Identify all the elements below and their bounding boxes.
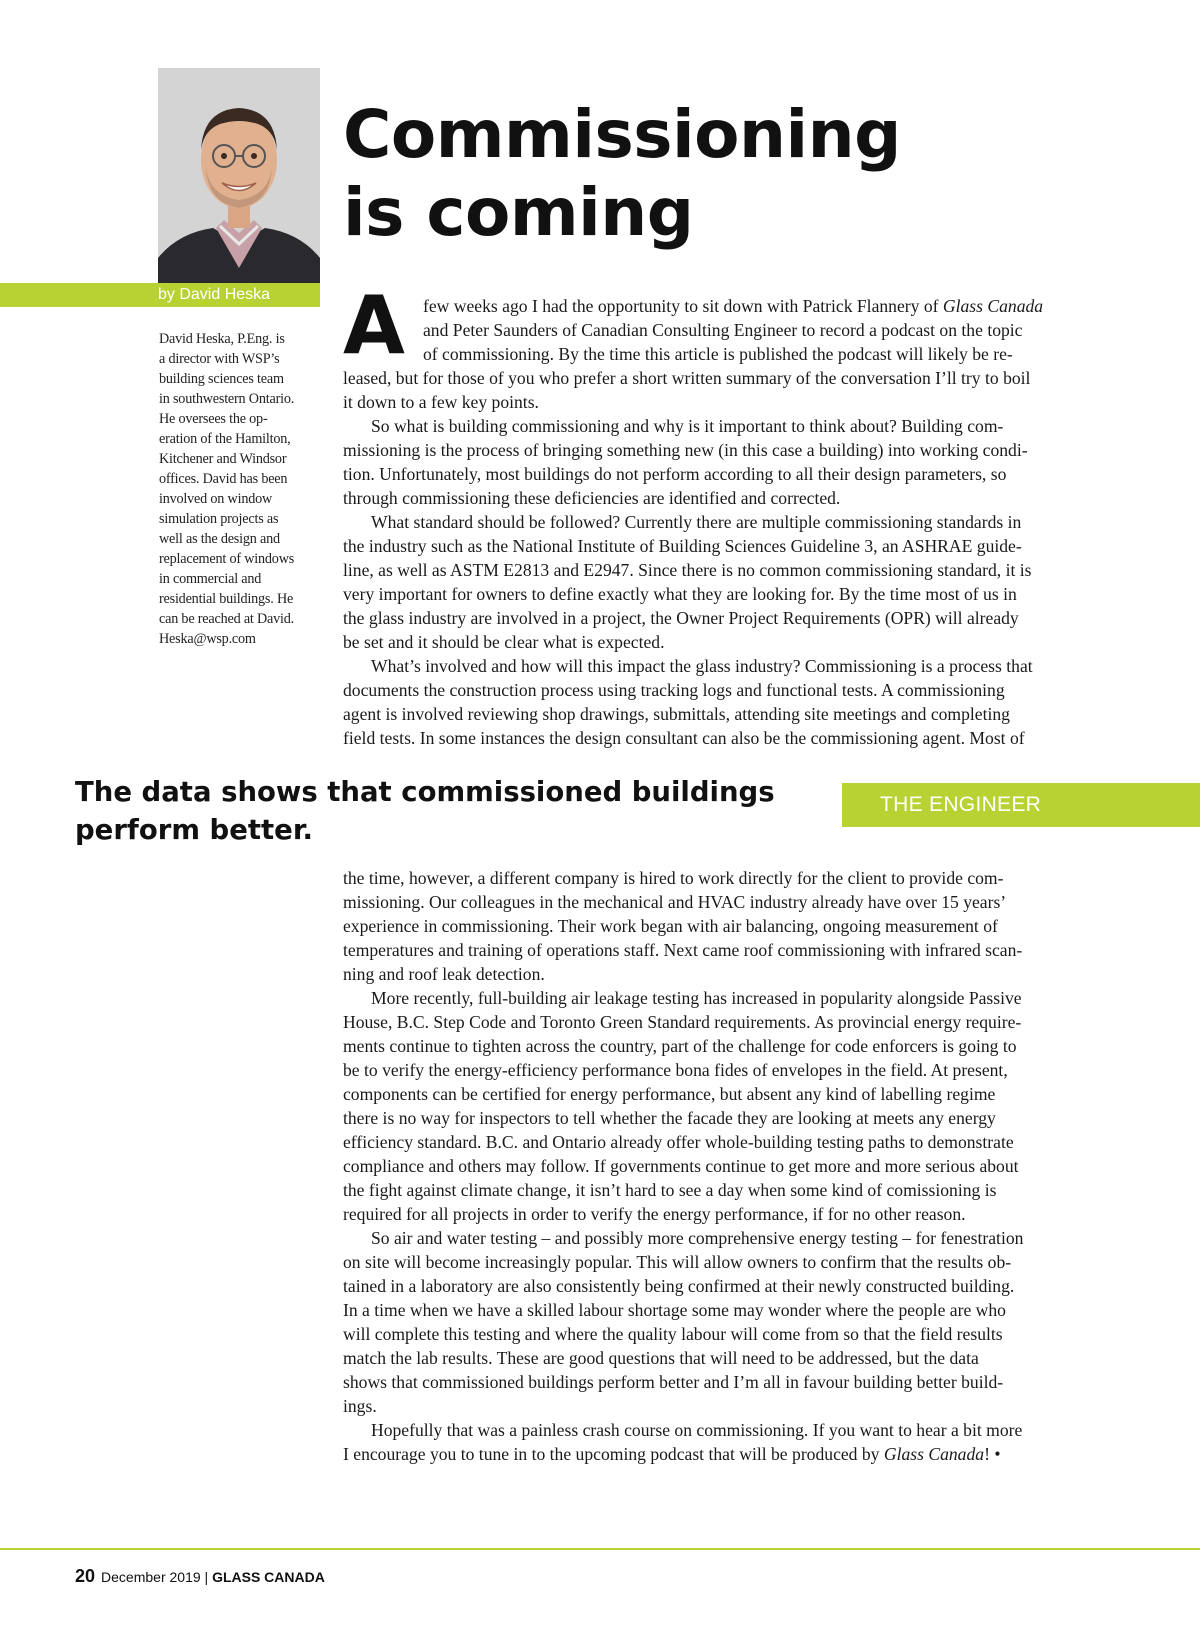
body-line: House, B.C. Step Code and Toronto Green Standard requirements. As provincial energy require- bbox=[343, 1012, 1022, 1032]
body-line: the time, however, a different company is hired to work directly for the client to provide com- bbox=[343, 868, 1004, 888]
body-line: field tests. In some instances the design consultant can also be the commissioning agent. Most of bbox=[343, 728, 1025, 748]
body-line: tion. Unfortunately, most buildings do not perform according to all their design parameters, so bbox=[343, 464, 1007, 484]
body-line: ments continue to tighten across the country, part of the challenge for code enforcers is going to bbox=[343, 1036, 1017, 1056]
body-line: In a time when we have a skilled labour shortage some may wonder where the people are who bbox=[343, 1300, 1006, 1320]
body-line: So air and water testing – and possibly more comprehensive energy testing – for fenestration bbox=[371, 1228, 1024, 1248]
bio-line: David Heska, P.Eng. is bbox=[159, 331, 285, 347]
body-text: I encourage you to tune in to the upcoming podcast that will be produced by bbox=[343, 1444, 884, 1464]
article-title bbox=[343, 96, 901, 252]
body-column-1 bbox=[343, 294, 1123, 750]
title-line-2: is coming bbox=[343, 174, 694, 251]
bio-line: building sciences team bbox=[159, 371, 284, 387]
body-line: leased, but for those of you who prefer a short written summary of the conversation I’ll try to boil bbox=[343, 368, 1031, 388]
body-line: line, as well as ASTM E2813 and E2947. Since there is no common commissioning standard, it is bbox=[343, 560, 1032, 580]
bio-line: in southwestern Ontario. bbox=[159, 391, 295, 407]
body-line: shows that commissioned buildings perform better and I’m all in favour building better build- bbox=[343, 1372, 1004, 1392]
publication-name: Glass Canada bbox=[883, 1444, 985, 1464]
byline: by David Heska bbox=[158, 286, 271, 303]
bio-line: He oversees the op- bbox=[159, 411, 268, 427]
drop-cap: A bbox=[343, 279, 405, 372]
bio-line: can be reached at David. bbox=[159, 611, 295, 627]
body-line: the fight against climate change, it isn’t hard to see a day when some kind of comissioning is bbox=[343, 1180, 997, 1200]
author-portrait-illustration bbox=[158, 68, 320, 284]
body-line: on site will become increasingly popular. This will allow owners to confirm that the results ob- bbox=[343, 1252, 1012, 1272]
title-line-1: Commissioning bbox=[343, 96, 901, 173]
body-line bbox=[343, 1442, 1123, 1466]
bio-line: Kitchener and Windsor bbox=[159, 451, 287, 467]
bio-line: offices. David has been bbox=[159, 471, 288, 487]
body-line: compliance and others may follow. If governments continue to get more and more serious about bbox=[343, 1156, 1019, 1176]
publication-name: Glass Canada bbox=[942, 296, 1044, 316]
publication-title: GLASS CANADA bbox=[212, 1569, 325, 1585]
body-line: required for all projects in order to verify the energy performance, if for no other reason. bbox=[343, 1204, 966, 1224]
bio-line: a director with WSP’s bbox=[159, 351, 280, 367]
body-line: there is no way for inspectors to tell whether the facade they are looking at meets any energy bbox=[343, 1108, 996, 1128]
page-number: 20 bbox=[75, 1566, 96, 1586]
body-line: the industry such as the National Institute of Building Sciences Guideline 3, an ASHRAE guide- bbox=[343, 536, 1022, 556]
bio-line: well as the design and bbox=[159, 531, 280, 547]
body-line: it down to a few key points. bbox=[343, 392, 539, 412]
issue-date: December 2019 | bbox=[101, 1569, 213, 1585]
body-line: efficiency standard. B.C. and Ontario already offer whole-building testing paths to demonstrate bbox=[343, 1132, 1014, 1152]
body-line: More recently, full-building air leakage testing has increased in popularity alongside Passive bbox=[371, 988, 1022, 1008]
bio-line: Heska@wsp.com bbox=[159, 631, 256, 647]
body-line: agent is involved reviewing shop drawings, submittals, attending site meetings and completing bbox=[343, 704, 1010, 724]
body-line: tained in a laboratory are also consistently being confirmed at their newly constructed building. bbox=[343, 1276, 1015, 1296]
body-line: components can be certified for energy performance, but absent any kind of labelling regime bbox=[343, 1084, 996, 1104]
body-line: through commissioning these deficiencies are identified and corrected. bbox=[343, 488, 841, 508]
body-line: of commissioning. By the time this article is published the podcast will likely be re- bbox=[423, 344, 1013, 364]
body-line: experience in commissioning. Their work began with air balancing, ongoing measurement of bbox=[343, 916, 998, 936]
pull-quote bbox=[75, 773, 815, 849]
body-line: match the lab results. These are good questions that will need to be addressed, but the data bbox=[343, 1348, 979, 1368]
body-line: be to verify the energy-efficiency performance bona fides of envelopes in the field. At present, bbox=[343, 1060, 1008, 1080]
author-bio bbox=[159, 329, 319, 649]
section-tag: THE ENGINEER bbox=[842, 783, 1200, 827]
bio-line: replacement of windows bbox=[159, 551, 295, 567]
page-footer bbox=[75, 1564, 325, 1589]
body-line: will complete this testing and where the quality labour will come from so that the field results bbox=[343, 1324, 1003, 1344]
bio-line: in commercial and bbox=[159, 571, 262, 587]
body-line: What’s involved and how will this impact the glass industry? Commissioning is a process that bbox=[371, 656, 1033, 676]
body-text: ! • bbox=[984, 1444, 1001, 1464]
bio-line: involved on window bbox=[159, 491, 273, 507]
body-line: So what is building commissioning and why is it important to think about? Building com- bbox=[371, 416, 1004, 436]
body-line: the glass industry are involved in a project, the Owner Project Requirements (OPR) will already bbox=[343, 608, 1019, 628]
body-lines bbox=[343, 866, 1123, 1442]
body-text: few weeks ago I had the opportunity to sit down with Patrick Flannery of bbox=[423, 296, 943, 316]
body-line: ings. bbox=[343, 1396, 377, 1416]
bio-line: eration of the Hamilton, bbox=[159, 431, 291, 447]
bio-line: simulation projects as bbox=[159, 511, 279, 527]
author-photo bbox=[158, 68, 320, 284]
body-line: What standard should be followed? Currently there are multiple commissioning standards in bbox=[371, 512, 1022, 532]
body-line: be set and it should be clear what is expected. bbox=[343, 632, 665, 652]
footer-rule bbox=[0, 1548, 1200, 1550]
body-line bbox=[343, 294, 1123, 318]
body-line: documents the construction process using tracking logs and functional tests. A commissioning bbox=[343, 680, 1005, 700]
body-line: ning and roof leak detection. bbox=[343, 964, 545, 984]
pull-quote-line: perform better. bbox=[75, 814, 313, 846]
pull-quote-line: The data shows that commissioned buildings bbox=[75, 776, 775, 808]
body-line: missioning. Our colleagues in the mechanical and HVAC industry already have over 15 years’ bbox=[343, 892, 1007, 912]
body-line: missioning is the process of bringing something new (in this case a building) into working condi- bbox=[343, 440, 1028, 460]
body-lines bbox=[343, 366, 1123, 750]
body-line: and Peter Saunders of Canadian Consulting Engineer to record a podcast on the topic bbox=[423, 320, 1023, 340]
body-column-2 bbox=[343, 866, 1123, 1466]
body-line: temperatures and training of operations staff. Next came roof commissioning with infrared scan- bbox=[343, 940, 1023, 960]
body-line: Hopefully that was a painless crash course on commissioning. If you want to hear a bit more bbox=[371, 1420, 1023, 1440]
body-line: very important for owners to define exactly what they are looking for. By the time most of us in bbox=[343, 584, 1017, 604]
bio-line: residential buildings. He bbox=[159, 591, 294, 607]
